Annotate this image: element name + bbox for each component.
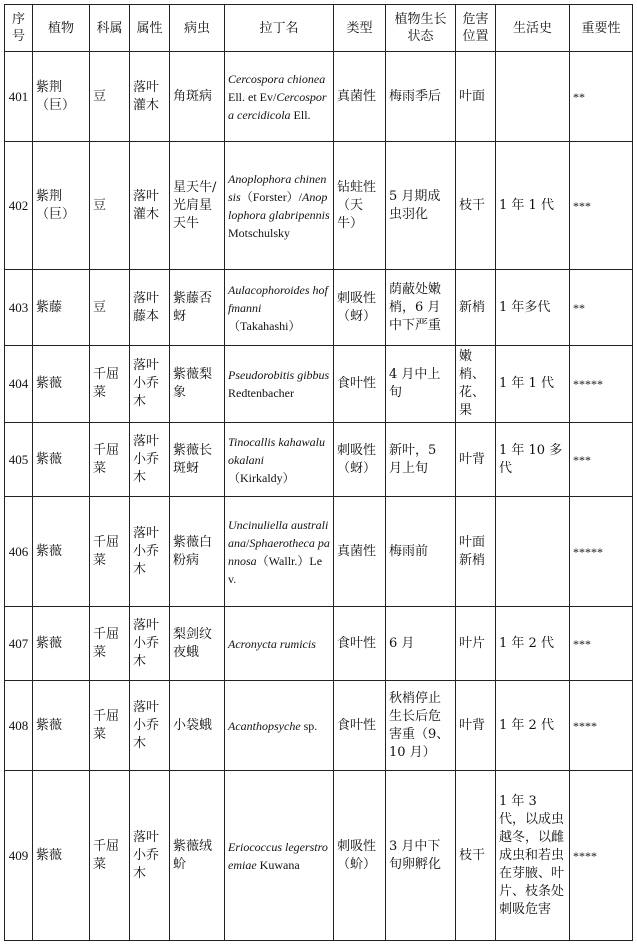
header-family: 科属 [90, 5, 130, 52]
cell-plant: 紫薇 [33, 346, 90, 423]
latin-name-part: / [246, 535, 250, 550]
cell-life: 1 年 2 代 [496, 607, 570, 681]
cell-family: 豆 [90, 270, 130, 346]
cell-life [496, 52, 570, 142]
cell-family: 千屈菜 [90, 681, 130, 771]
latin-name-part: Eriococcus legerstroemiae [228, 839, 328, 872]
cell-pest: 紫薇白粉病 [170, 497, 225, 607]
cell-pest: 角斑病 [170, 52, 225, 142]
cell-no: 406 [5, 497, 33, 607]
header-latin: 拉丁名 [225, 5, 334, 52]
header-importance: 重要性 [570, 5, 633, 52]
header-row [5, 5, 633, 52]
cell-stage: 梅雨前 [386, 497, 456, 607]
cell-type: 真菌性 [334, 52, 386, 142]
header-part: 危害位置 [456, 5, 496, 52]
cell-family: 千屈菜 [90, 423, 130, 497]
cell-importance: ** [570, 52, 633, 142]
table-row [5, 771, 633, 941]
table-row [5, 52, 633, 142]
cell-stage: 4 月中上旬 [386, 346, 456, 423]
cell-plant: 紫薇 [33, 681, 90, 771]
cell-family: 千屈菜 [90, 607, 130, 681]
cell-stage: 秋梢停止生长后危害重（9、10 月） [386, 681, 456, 771]
cell-stage: 5 月期成虫羽化 [386, 142, 456, 270]
cell-latin [225, 142, 334, 270]
header-stage: 植物生长状态 [386, 5, 456, 52]
cell-type: 刺吸性（蚜） [334, 270, 386, 346]
header-life: 生活史 [496, 5, 570, 52]
cell-part: 枝干 [456, 771, 496, 941]
cell-plant: 紫荆（巨） [33, 142, 90, 270]
table-row [5, 497, 633, 607]
cell-pest: 紫藤否蚜 [170, 270, 225, 346]
cell-pest: 星天牛/光肩星天牛 [170, 142, 225, 270]
cell-latin [225, 270, 334, 346]
cell-family: 千屈菜 [90, 346, 130, 423]
cell-life: 1 年 10 多代 [496, 423, 570, 497]
cell-part: 叶背 [456, 423, 496, 497]
latin-name-part: Cercospora cercidicola [228, 89, 327, 122]
latin-name-part: Redtenbacher [228, 386, 294, 400]
cell-no: 404 [5, 346, 33, 423]
cell-no: 401 [5, 52, 33, 142]
cell-type: 食叶性 [334, 346, 386, 423]
cell-latin [225, 607, 334, 681]
latin-name-part: Acanthopsyche [228, 718, 301, 733]
cell-latin [225, 52, 334, 142]
cell-part: 新梢 [456, 270, 496, 346]
cell-habit: 落叶小乔木 [130, 681, 170, 771]
cell-pest: 紫薇绒蚧 [170, 771, 225, 941]
cell-plant: 紫薇 [33, 423, 90, 497]
cell-habit: 落叶小乔木 [130, 607, 170, 681]
latin-name-part: Kuwana [256, 857, 300, 872]
latin-name-part: Pseudorobitis gibbus [228, 368, 330, 382]
cell-importance: ** [570, 270, 633, 346]
cell-part: 叶片 [456, 607, 496, 681]
header-habit: 属性 [130, 5, 170, 52]
cell-latin [225, 681, 334, 771]
cell-life: 1 年 2 代 [496, 681, 570, 771]
latin-name-part: Motschulsky [228, 225, 291, 240]
latin-name-part: sp. [300, 718, 318, 733]
header-no: 序号 [5, 5, 33, 52]
cell-life: 1 年 3 代，以成虫越冬，以雌成虫和若虫在芽腋、叶片、枝条处刺吸危害 [496, 771, 570, 941]
cell-plant: 紫藤 [33, 270, 90, 346]
latin-name-part: （Wallr.）Lev. [228, 553, 323, 586]
cell-no: 405 [5, 423, 33, 497]
cell-life: 1 年 1 代 [496, 346, 570, 423]
cell-stage: 荫蔽处嫩梢，6 月中下严重 [386, 270, 456, 346]
latin-name-part: Ell. [290, 107, 311, 122]
latin-name-part: （Takahashi） [228, 318, 301, 333]
cell-pest: 小袋蛾 [170, 681, 225, 771]
table-row [5, 346, 633, 423]
cell-family: 千屈菜 [90, 771, 130, 941]
latin-name-part: Sphaerotheca pannosa [228, 535, 330, 568]
table-row [5, 607, 633, 681]
cell-importance: **** [570, 681, 633, 771]
cell-type: 食叶性 [334, 681, 386, 771]
cell-plant: 紫荆（巨） [33, 52, 90, 142]
table-row [5, 423, 633, 497]
header-plant: 植物 [33, 5, 90, 52]
cell-importance: ***** [570, 497, 633, 607]
latin-name-part: Anoplophora chinensis [228, 171, 327, 204]
cell-family: 豆 [90, 52, 130, 142]
cell-plant: 紫薇 [33, 771, 90, 941]
latin-name-part: Aulacophoroides hoffmanni [228, 282, 328, 315]
cell-importance: **** [570, 771, 633, 941]
cell-stage: 3 月中下旬卵孵化 [386, 771, 456, 941]
cell-no: 407 [5, 607, 33, 681]
latin-name-part: （Kirkaldy） [228, 470, 295, 485]
cell-pest: 紫薇长斑蚜 [170, 423, 225, 497]
cell-stage: 新叶，5 月上旬 [386, 423, 456, 497]
cell-part: 叶面 [456, 52, 496, 142]
cell-type: 真菌性 [334, 497, 386, 607]
table-row [5, 270, 633, 346]
cell-stage: 梅雨季后 [386, 52, 456, 142]
cell-family: 豆 [90, 142, 130, 270]
cell-habit: 落叶小乔木 [130, 771, 170, 941]
cell-latin [225, 346, 334, 423]
table-row [5, 681, 633, 771]
latin-name-part: Uncinuliella australiana [228, 517, 329, 550]
latin-name-part: Acronycta rumicis [228, 636, 316, 651]
cell-no: 409 [5, 771, 33, 941]
cell-habit: 落叶藤本 [130, 270, 170, 346]
table-body [5, 52, 633, 941]
cell-latin [225, 423, 334, 497]
latin-name-part: （Forster）/ [240, 189, 303, 204]
cell-plant: 紫薇 [33, 497, 90, 607]
cell-pest: 梨剑纹夜蛾 [170, 607, 225, 681]
latin-name-part: Ell. et Ev/ [228, 89, 277, 104]
cell-type: 刺吸性（蚜） [334, 423, 386, 497]
cell-type: 食叶性 [334, 607, 386, 681]
cell-part: 嫩梢、花、果 [456, 346, 496, 423]
cell-life: 1 年 1 代 [496, 142, 570, 270]
cell-stage: 6 月 [386, 607, 456, 681]
header-pest: 病虫 [170, 5, 225, 52]
cell-no: 403 [5, 270, 33, 346]
cell-importance: *** [570, 142, 633, 270]
cell-part: 枝干 [456, 142, 496, 270]
cell-family: 千屈菜 [90, 497, 130, 607]
cell-habit: 落叶小乔木 [130, 497, 170, 607]
header-type: 类型 [334, 5, 386, 52]
latin-name-part: Tinocallis kahawaluokalani [228, 434, 326, 467]
cell-latin [225, 771, 334, 941]
cell-importance: *** [570, 607, 633, 681]
cell-habit: 落叶小乔木 [130, 346, 170, 423]
pest-table [4, 4, 633, 941]
cell-no: 402 [5, 142, 33, 270]
latin-name-part: Anoplophora glabripennis [228, 189, 330, 222]
cell-part: 叶面新梢 [456, 497, 496, 607]
cell-latin [225, 497, 334, 607]
cell-habit: 落叶灌木 [130, 142, 170, 270]
cell-type: 钻蛀性（天牛） [334, 142, 386, 270]
cell-importance: *** [570, 423, 633, 497]
latin-name-part: Cercospora chionea [228, 71, 326, 86]
cell-importance: ***** [570, 346, 633, 423]
cell-habit: 落叶灌木 [130, 52, 170, 142]
cell-part: 叶背 [456, 681, 496, 771]
cell-habit: 落叶小乔木 [130, 423, 170, 497]
cell-no: 408 [5, 681, 33, 771]
cell-plant: 紫薇 [33, 607, 90, 681]
cell-pest: 紫薇梨象 [170, 346, 225, 423]
table-row [5, 142, 633, 270]
cell-life: 1 年多代 [496, 270, 570, 346]
cell-type: 刺吸性（蚧） [334, 771, 386, 941]
cell-life [496, 497, 570, 607]
